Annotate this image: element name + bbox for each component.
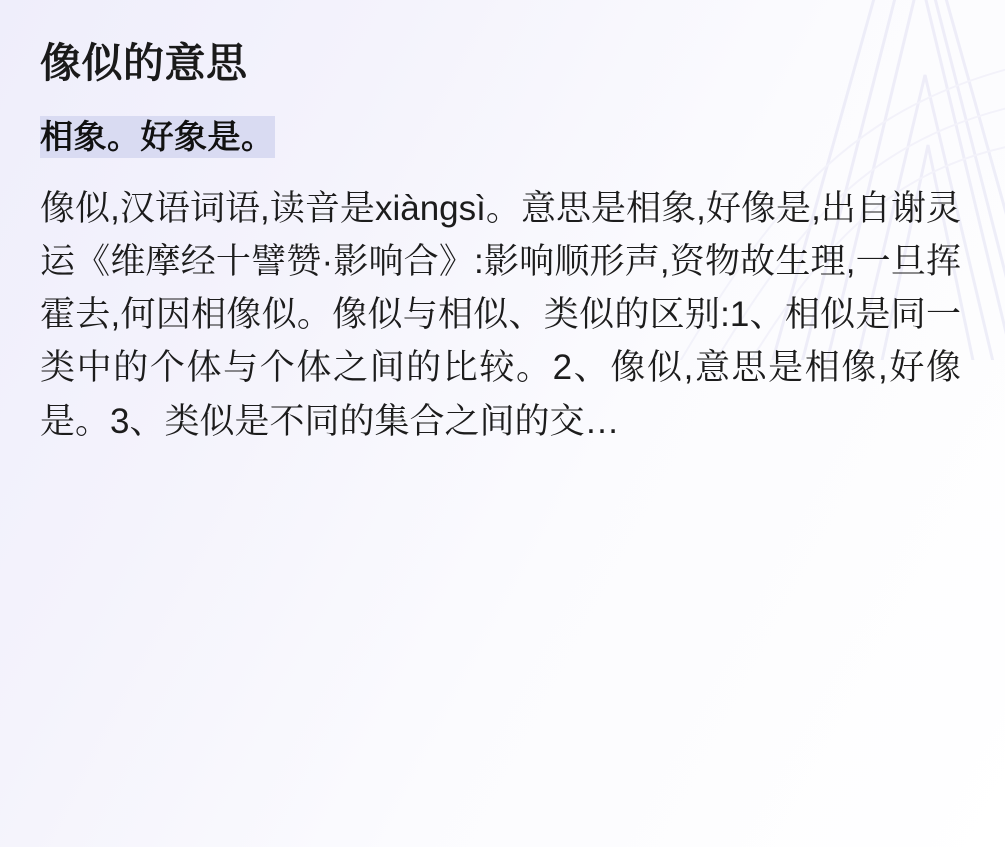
page-title: 像似的意思 (40, 40, 248, 86)
definition-highlight: 相象。好象是。 (40, 116, 275, 158)
definition-highlight-row (40, 115, 961, 160)
article-body: 像似,汉语词语,读音是xiàngsì。意思是相象,好像是,出自谢灵运《维摩经十譬赞·影响合》:影响顺形声,资物故生理,一旦挥霍去,何因相像似。像似与相似、类似的区别:1、相似是同一类中的个体与个体之间的比较。2、像似,意思是相像,好像是。3、类似是不同的集合之间的交… (40, 188, 961, 441)
